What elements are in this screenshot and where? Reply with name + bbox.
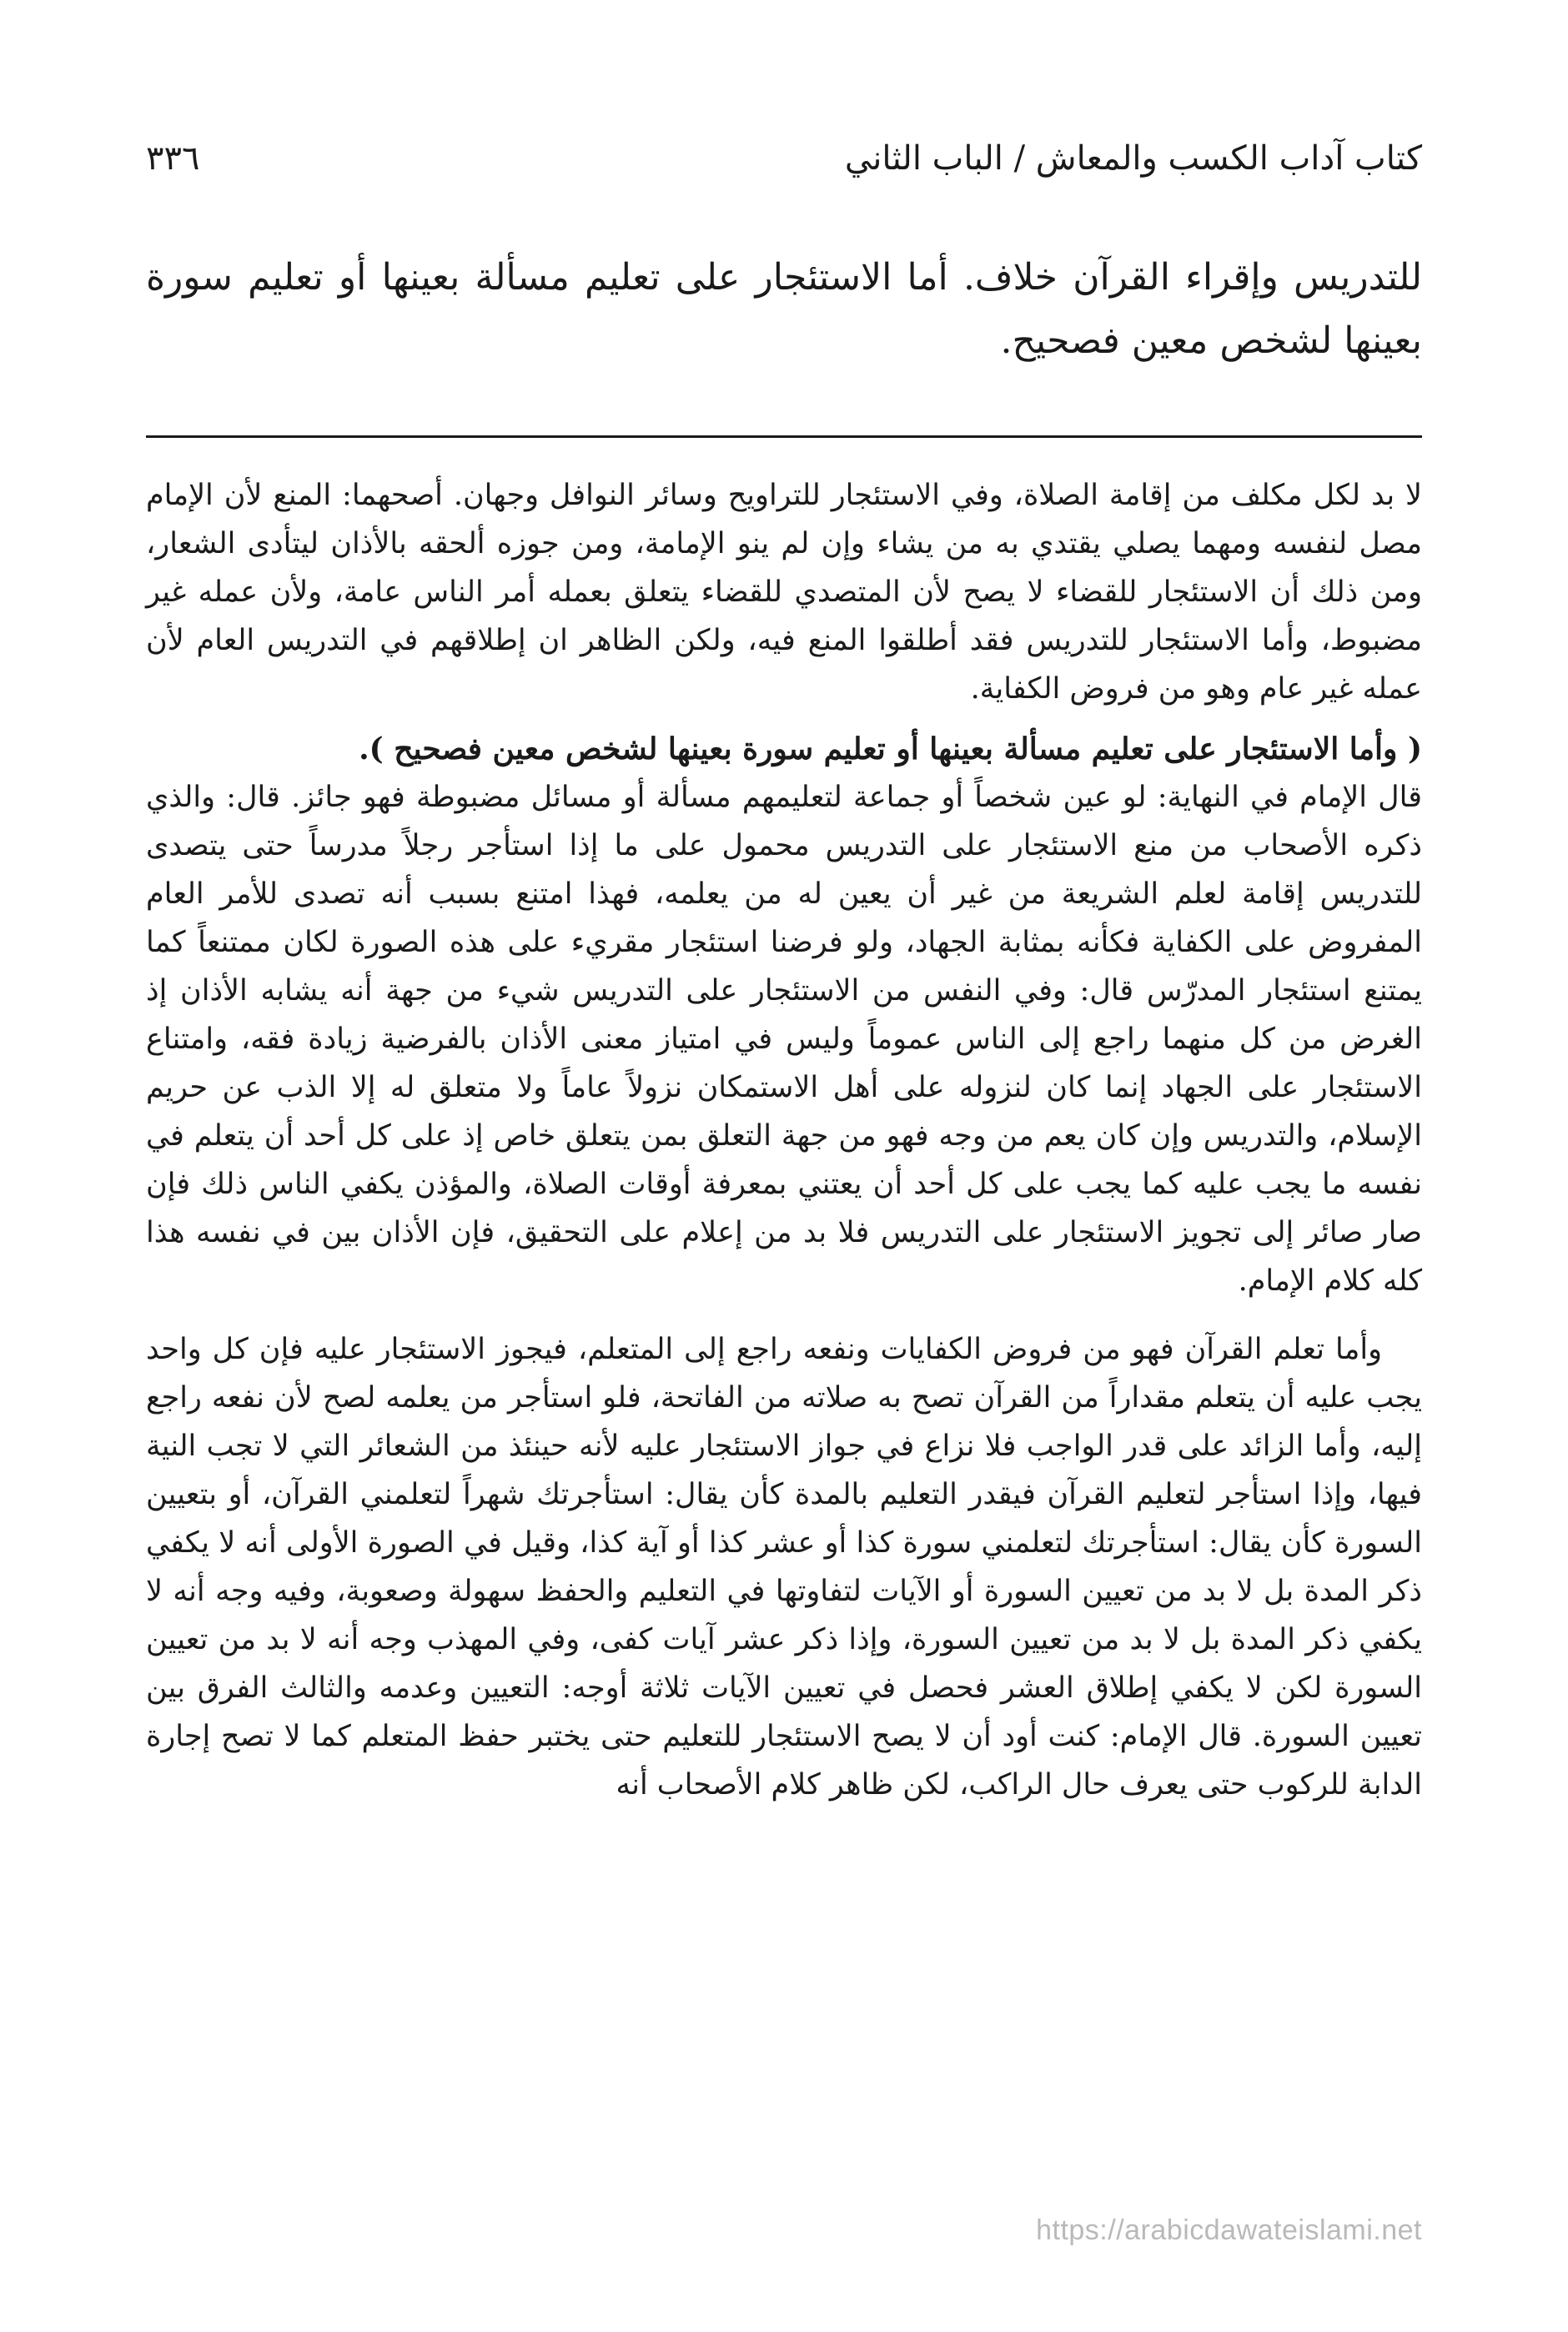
footnote-divider (146, 435, 1422, 438)
commentary-section (146, 471, 1422, 1809)
commentary-paragraph: قال الإمام في النهاية: لو عين شخصاً أو جماعة لتعليمهم مسألة أو مسائل مضبوطة فهو جائز. قال: والذي ذكره الأصحاب من منع الاستئجار على التدريس محمول على ما إذا استأجر رجلاً مدرساً حتى يتصدى للتدريس إقامة لعلم الشريعة من غير أن يعين له من يعلمه، فهذا امتنع بسبب أنه تصدى للأمر العام المفروض على الكفاية فكأنه بمثابة الجهاد، ولو فرضنا استئجار مقريء على هذه الصورة لكان ممتنعاً كما يمتنع استئجار المدرّس قال: وفي النفس من الاستئجار على التدريس شيء من جهة أنه يشابه الأذان إذ الغرض من كل منهما راجع إلى الناس عموماً وليس في امتياز معنى الأذان بالفرضية زيادة فقه، وامتناع الاستئجار على الجهاد إنما كان لنزوله على أهل الاستمكان نزولاً عاماً ولا متعلق له إلا الذب عن حريم الإسلام، والتدريس وإن كان يعم من وجه فهو من جهة التعلق بمن يتعلق خاص إذ على كل أحد أن يتعلم في نفسه ما يجب عليه كما يجب على كل أحد أن يعتني بمعرفة أوقات الصلاة، والمؤذن يكفي الناس ذلك فإن صار صائر إلى تجويز الاستئجار على التدريس فلا بد من إعلام على التحقيق، فإن الأذان بين في نفسه هذا كله كلام الإمام. (146, 781, 1422, 1298)
page-number: ٣٣٦ (146, 139, 200, 178)
commentary-heading: ( وأما الاستئجار على تعليم مسألة بعينها أو تعليم سورة بعينها لشخص معين فصحيح ). (359, 731, 1422, 766)
page-header (146, 133, 1422, 183)
main-text: للتدريس وإقراء القرآن خلاف. أما الاستئجار على تعليم مسألة بعينها أو تعليم سورة بعينها لشخص معين فصحيح. (146, 256, 1422, 362)
commentary-paragraph: وأما تعلم القرآن فهو من فروض الكفايات ونفعه راجع إلى المتعلم، فيجوز الاستئجار عليه فإن كل واحد يجب عليه أن يتعلم مقداراً من القرآن تصح به صلاته من الفاتحة، فلو استأجر من يعلمه لصح لأن نفعه راجع إليه، وأما الزائد على قدر الواجب فلا نزاع في جواز الاستئجار عليه لأنه حينئذ من الشعائر التي لا تجب النية فيها، وإذا استأجر لتعليم القرآن فيقدر التعليم بالمدة كأن يقال: استأجرتك شهراً لتعلمني القرآن، أو بتعيين السورة كأن يقال: استأجرتك لتعلمني سورة كذا أو عشر كذا أو آية كذا، وقيل في الصورة الأولى أنه لا يكفي ذكر المدة بل لا بد من تعيين السورة أو الآيات لتفاوتها في التعليم والحفظ سهولة وصعوبة، وفيه وجه أنه لا يكفي ذكر المدة بل لا بد من تعيين السورة، وإذا ذكر عشر آيات كفى، وفي المهذب وجه أنه لا بد من تعيين السورة لكن لا يكفي إطلاق العشر فحصل في تعيين الآيات ثلاثة أوجه: التعيين وعدمه والثالث الفرق بين تعيين السورة. قال الإمام: كنت أود أن لا يصح الاستئجار للتعليم حتى يختبر حفظ المتعلم كما لا تصح إجارة الدابة للركوب حتى يعرف حال الراكب، لكن ظاهر كلام الأصحاب أنه (146, 1333, 1422, 1802)
commentary-paragraph: لا بد لكل مكلف من إقامة الصلاة، وفي الاستئجار للتراويح وسائر النوافل وجهان. أصحهما: المنع لأن الإمام مصل لنفسه ومهما يصلي يقتدي به من يشاء وإن لم ينو الإمامة، ومن جوزه ألحقه بالأذان ليتأدى الشعار، ومن ذلك أن الاستئجار للقضاء لا يصح لأن المتصدي للقضاء يتعلق بعمله أمر الناس عامة، ولأن عمله غير مضبوط، وأما الاستئجار للتدريس فقد أطلقوا المنع فيه، ولكن الظاهر ان إطلاقهم في التدريس العام لأن عمله غير عام وهو من فروض الكفاية. (146, 479, 1422, 706)
watermark-url: https://arabicdawateislami.net (1036, 2214, 1422, 2246)
running-title: كتاب آداب الكسب والمعاش / الباب الثاني (844, 139, 1422, 178)
